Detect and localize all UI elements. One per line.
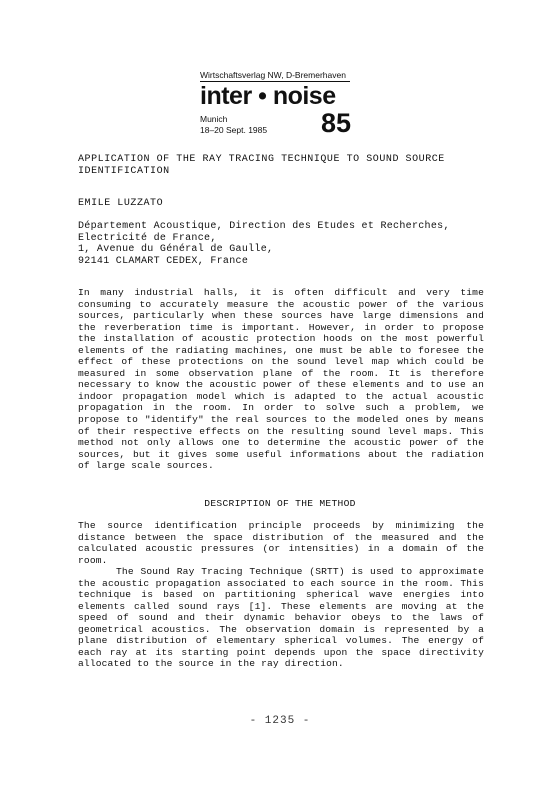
affiliation-line: Electricité de France, [78,232,217,244]
affiliation-line: 92141 CLAMART CEDEX, France [78,255,249,267]
affiliation-line: 1, Avenue du Général de Gaulle, [78,244,274,255]
page-number: - 1235 - [249,715,311,727]
publisher-line: Wirtschaftsverlag NW, D-Bremerhaven [200,70,346,80]
paper-author: EMILE LUZZATO [78,198,164,209]
paper-title: APPLICATION OF THE RAY TRACING TECHNIQUE TO SOUND SOURCE IDENTIFICATION [78,154,445,177]
conference-logo: inter • noise [200,82,336,110]
section-heading: DESCRIPTION OF THE METHOD [204,498,356,509]
affiliation-line: Département Acoustique, Direction des Etudes et Recherches, [78,221,450,232]
conference-city: Munich [200,114,228,124]
srtt-paragraph: The Sound Ray Tracing Technique (SRTT) is used to approximate the acoustic propagation associated to each source in the room. This technique is based on partitioning spherical wave energies into elements called sound rays [1]. These elements are moving at the speed of sound and their dynamic behavior obeys to the laws of geometrical acoustics. The observation domain is represented by a plane distribution of elementary spherical volumes. The energy of each ray at its starting point depends upon the space directivity allocated to the source in the ray direction. [78,566,484,670]
intro-paragraph: In many industrial halls, it is often difficult and very time consuming to accurately measure the acoustic power of the various sources, particularly when these sources have large dimensions and the reverberation time is important. However, in order to propose the installation of acoustic protection hoods on the most powerful elements of the radiating machines, one must be able to foresee the effect of these protections on the sound level map which could be measured in some observation plane of the room. It is therefore necessary to know the acoustic power of these elements and to use an indoor propagation model which is adapted to the actual acoustic propagation in the room. In order to solve such a problem, we propose to "identify" the real sources to the modeled ones by means of their respective effects on the resulting sound level maps. This method not only allows one to determine the acoustic power of the sources, but it gives some useful informations about the radiation of large scale sources. [78,287,484,472]
author-affiliation [78,221,498,267]
conference-header [200,70,360,142]
conference-year: 85 [321,108,352,138]
method-paragraph: The source identification principle proceeds by minimizing the distance between the space distribution of the measured and the calculated acoustic pressures (or intensities) in a domain of the room. [78,520,484,566]
conference-dates: 18–20 Sept. 1985 [200,125,268,135]
